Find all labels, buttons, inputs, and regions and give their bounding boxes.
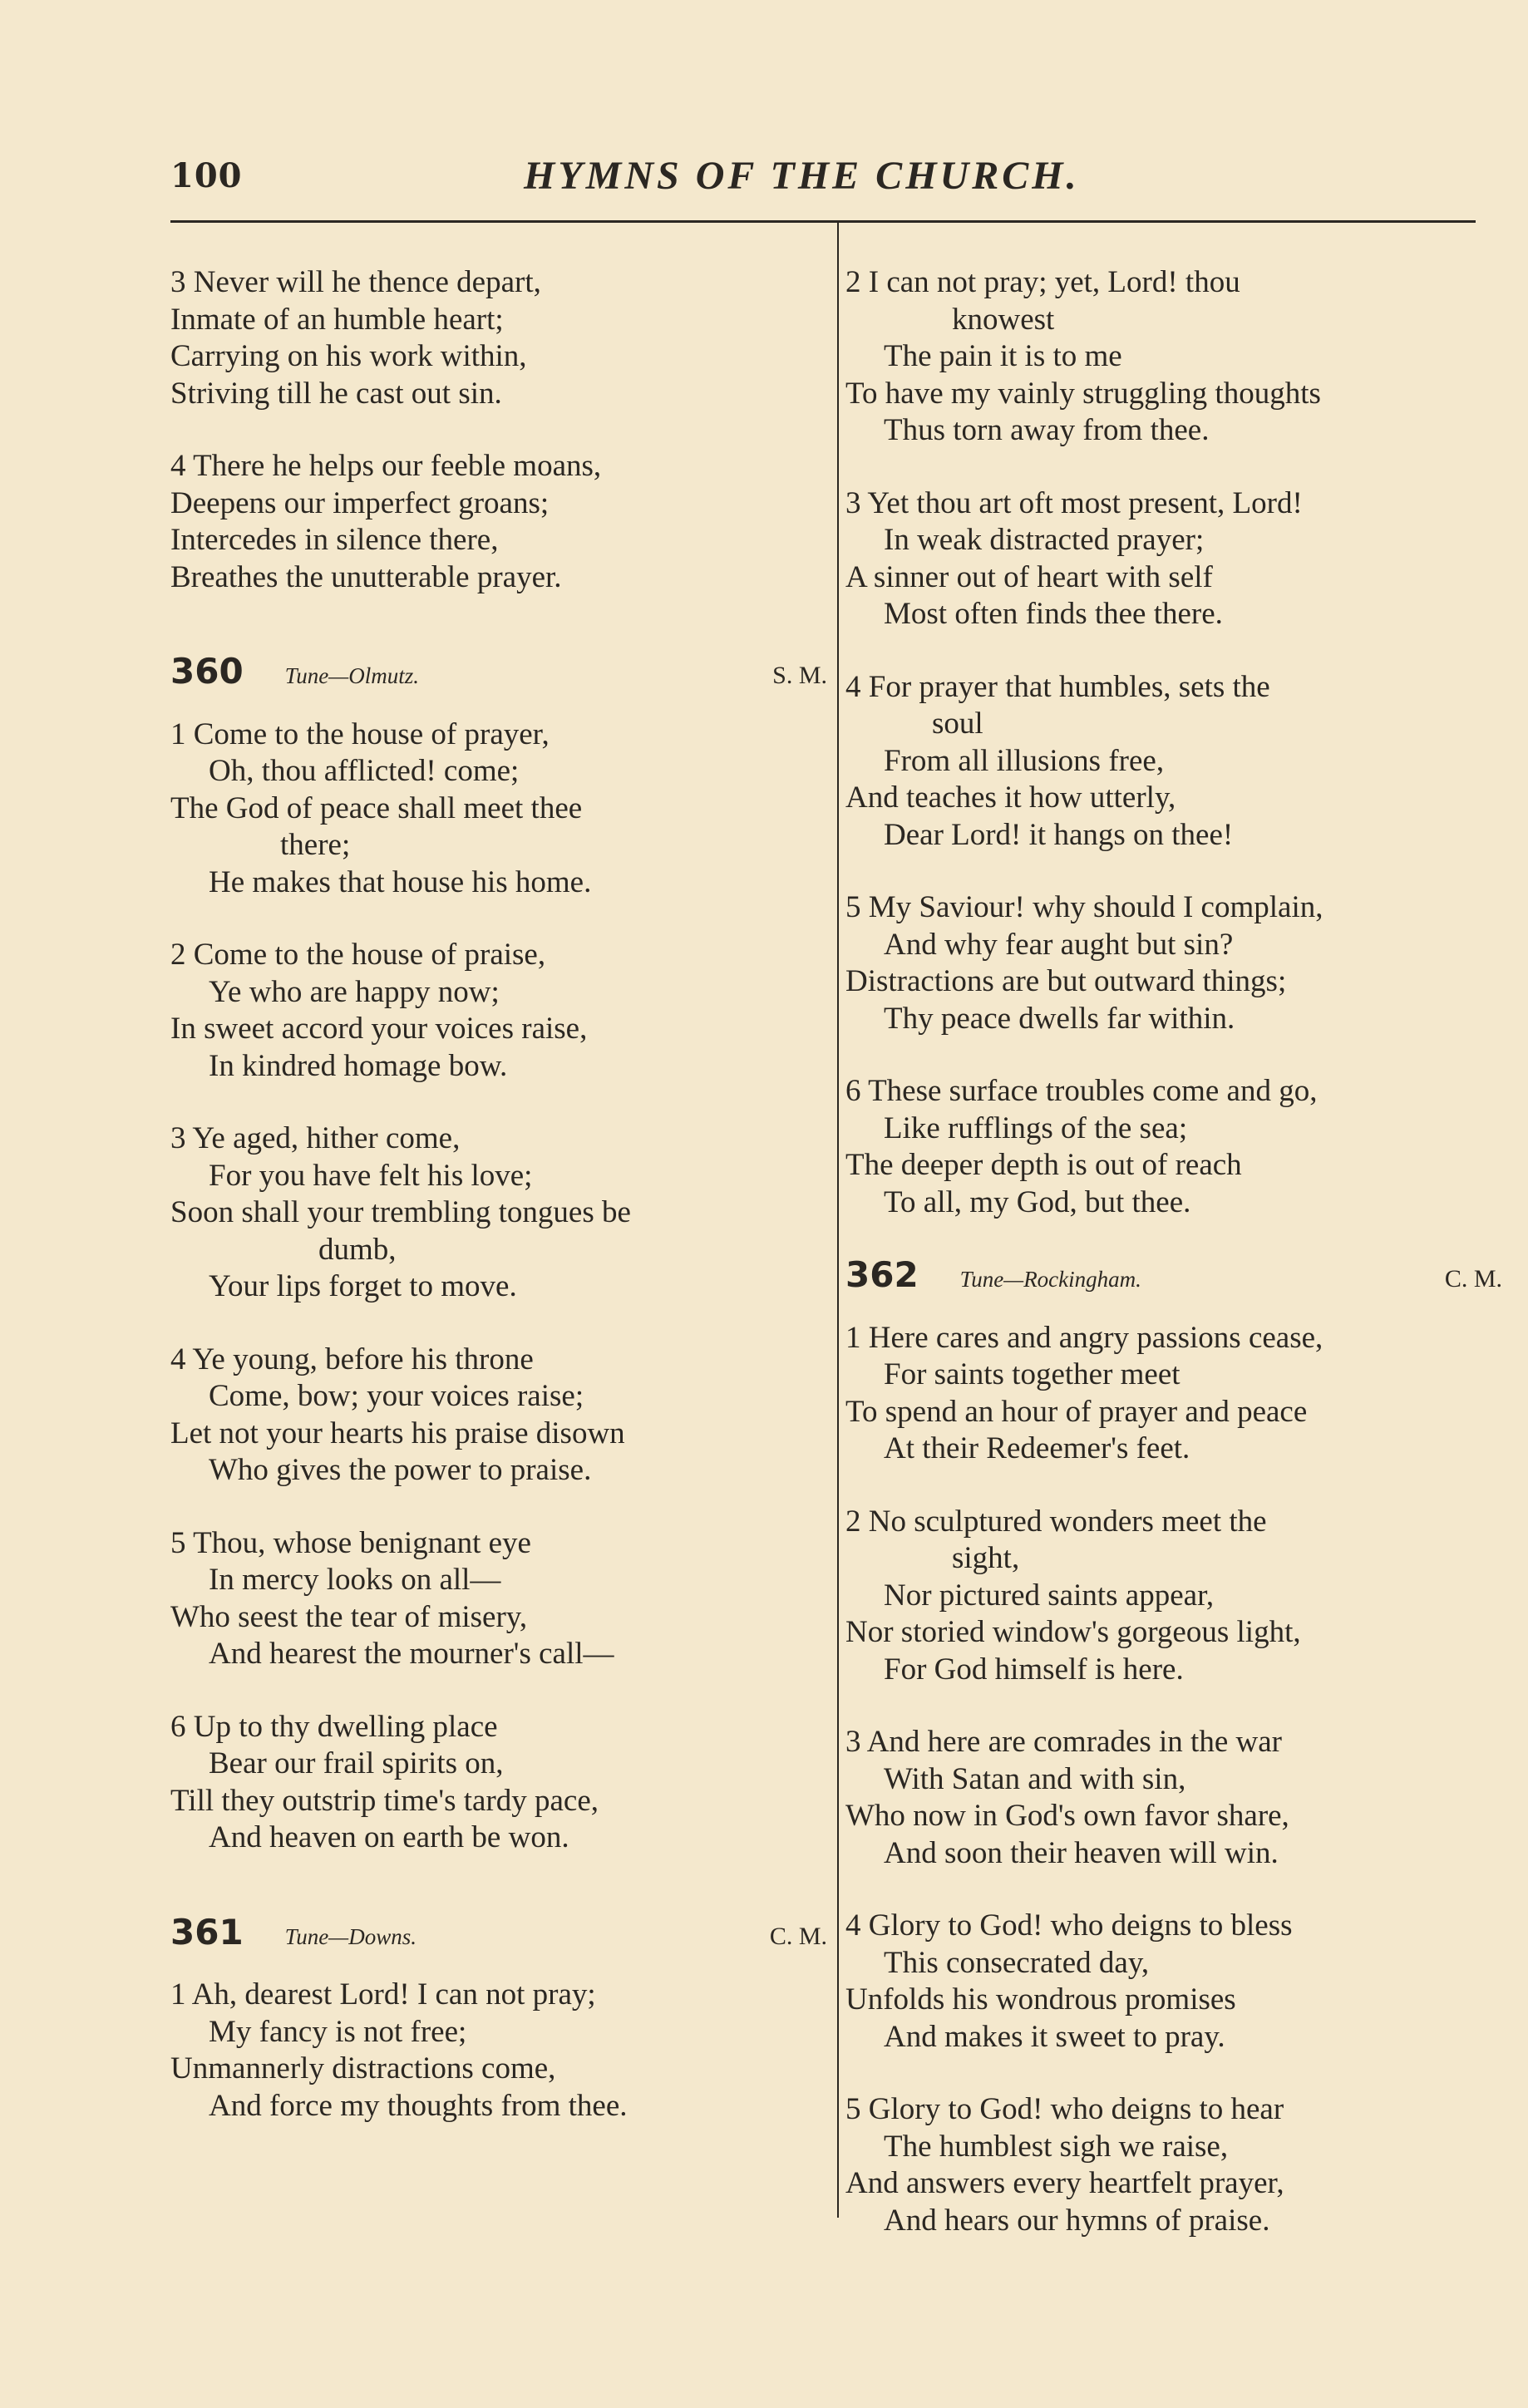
verse-line: 4 There he helps our feeble moans, — [170, 449, 602, 483]
spacer — [170, 1893, 827, 1914]
hymn-tune: Tune—Rockingham. — [959, 1267, 1141, 1292]
verse-line: Till they outstrip time's tardy pace, — [170, 1783, 599, 1818]
hymn-number: 361 — [170, 1911, 244, 1952]
verse-line: In mercy looks on all— — [209, 1563, 501, 1597]
verse-line: Who gives the power to praise. — [209, 1453, 592, 1487]
verse-line: 4 Ye young, before his throne — [170, 1342, 534, 1376]
verse-line: 6 These surface troubles come and go, — [845, 1074, 1318, 1108]
stanza — [170, 1525, 827, 1673]
verse-line: And hearest the mourner's call— — [209, 1637, 614, 1671]
stanza — [170, 264, 827, 412]
verse-line: And why fear aught but sin? — [884, 927, 1234, 962]
verse-line: 3 Never will he thence depart, — [170, 265, 541, 299]
hymn-header — [170, 653, 827, 695]
hymn-number: 362 — [845, 1254, 919, 1295]
stanza — [845, 2091, 1502, 2239]
verse-line: With Satan and with sin, — [884, 1761, 1186, 1796]
verse-line: To have my vainly struggling thoughts — [845, 376, 1321, 411]
verse-line: And teaches it how utterly, — [845, 781, 1176, 815]
verse-line: Breathes the unutterable prayer. — [170, 559, 562, 594]
stanza — [170, 448, 827, 596]
spacer — [170, 632, 827, 653]
verse-line: In kindred homage bow. — [209, 1048, 508, 1083]
verse-line: 2 Come to the house of praise, — [170, 938, 546, 972]
verse-line: Carrying on his work within, — [170, 339, 527, 373]
right-column — [845, 264, 1502, 2275]
verse-line: Thus torn away from thee. — [884, 413, 1210, 447]
verse-line: 1 Ah, dearest Lord! I can not pray; — [170, 1977, 596, 2012]
verse-line: 3 Ye aged, hither come, — [170, 1121, 461, 1155]
verse-line: Nor pictured saints appear, — [884, 1578, 1215, 1613]
verse-line: 6 Up to thy dwelling place — [170, 1709, 498, 1744]
stanza — [845, 485, 1502, 633]
verse-line: For you have felt his love; — [209, 1158, 533, 1193]
verse-line: This consecrated day, — [884, 1945, 1150, 1980]
stanza — [845, 889, 1502, 1037]
stanza — [845, 1073, 1502, 1221]
verse-line: My fancy is not free; — [209, 2014, 467, 2049]
verse-line: Inmate of an humble heart; — [170, 302, 504, 337]
verse-line: And answers every heartfelt prayer, — [845, 2166, 1284, 2200]
hymn-number: 360 — [170, 651, 244, 692]
verse-line: For saints together meet — [884, 1357, 1181, 1391]
verse-line: 4 Glory to God! who deigns to bless — [845, 1908, 1293, 1943]
verse-line: The deeper depth is out of reach — [845, 1148, 1242, 1182]
verse-line: In weak distracted prayer; — [884, 523, 1205, 557]
hymn-meter: C. M. — [769, 1922, 827, 1950]
verse-line: dumb, — [318, 1232, 397, 1267]
hymn-header — [170, 1911, 827, 1956]
stanza — [845, 669, 1502, 854]
verse-line: Deepens our imperfect groans; — [170, 485, 550, 520]
verse-line: Intercedes in silence there, — [170, 523, 499, 557]
verse-line: soul — [932, 707, 983, 741]
verse-line: And hears our hymns of praise. — [884, 2203, 1270, 2238]
hymn-meter: C. M. — [1444, 1265, 1502, 1293]
verse-line: Who seest the tear of misery, — [170, 1599, 528, 1634]
stanza — [845, 1908, 1502, 2056]
verse-line: To spend an hour of prayer and peace — [845, 1394, 1308, 1429]
hymn-tune: Tune—Olmutz. — [284, 663, 419, 688]
verse-line: Striving till he cast out sin. — [170, 376, 502, 411]
verse-line: Soon shall your trembling tongues be — [170, 1195, 631, 1229]
stanza — [170, 937, 827, 1085]
verse-line: Let not your hearts his praise disown — [170, 1416, 625, 1450]
column-divider — [837, 223, 839, 2218]
verse-line: And soon their heaven will win. — [884, 1835, 1279, 1870]
stanza — [845, 264, 1502, 450]
verse-line: Unmannerly distractions come, — [170, 2051, 556, 2085]
verse-line: 5 Glory to God! who deigns to hear — [845, 2092, 1284, 2126]
verse-line: 5 My Saviour! why should I complain, — [845, 890, 1323, 924]
verse-line: From all illusions free, — [884, 743, 1165, 778]
hymn-meter: S. M. — [772, 662, 827, 689]
left-column — [170, 264, 827, 2160]
stanza — [170, 1342, 827, 1490]
verse-line: And heaven on earth be won. — [209, 1820, 569, 1854]
verse-line: For God himself is here. — [884, 1652, 1184, 1687]
verse-line: To all, my God, but thee. — [884, 1184, 1191, 1219]
verse-line: Unfolds his wondrous promises — [845, 1982, 1236, 2017]
hymn-tune: Tune—Downs. — [284, 1923, 417, 1949]
page-number: 100 — [170, 156, 243, 195]
verse-line: Oh, thou afflicted! come; — [209, 754, 520, 788]
verse-line: there; — [280, 828, 351, 862]
verse-line: Thy peace dwells far within. — [884, 1001, 1235, 1036]
verse-line: 2 I can not pray; yet, Lord! thou — [845, 265, 1240, 299]
stanza — [170, 1120, 827, 1306]
verse-line: 3 And here are comrades in the war — [845, 1725, 1282, 1759]
verse-line: knowest — [952, 302, 1055, 337]
verse-line: The humblest sigh we raise, — [884, 2129, 1229, 2164]
verse-line: 5 Thou, whose benignant eye — [170, 1525, 531, 1560]
verse-line: 1 Come to the house of prayer, — [170, 716, 550, 751]
verse-line: Nor storied window's gorgeous light, — [845, 1615, 1301, 1649]
verse-line: Most often finds thee there. — [884, 597, 1223, 631]
stanza — [845, 1320, 1502, 1468]
verse-line: Like rufflings of the sea; — [884, 1110, 1188, 1145]
stanza — [170, 1709, 827, 1857]
verse-line: Who now in God's own favor share, — [845, 1799, 1289, 1833]
verse-line: The pain it is to me — [884, 339, 1122, 373]
verse-line: He makes that house his home. — [209, 864, 592, 899]
verse-line: Ye who are happy now; — [209, 974, 500, 1009]
verse-line: Your lips forget to move. — [209, 1269, 517, 1303]
verse-line: In sweet accord your voices raise, — [170, 1012, 588, 1046]
verse-line: 2 No sculptured wonders meet the — [845, 1504, 1267, 1539]
verse-line: And makes it sweet to pray. — [884, 2019, 1225, 2054]
verse-line: Come, bow; your voices raise; — [209, 1379, 584, 1413]
stanza — [170, 716, 827, 902]
running-head: HYMNS OF THE CHURCH. — [524, 154, 1080, 198]
verse-line: And force my thoughts from thee. — [209, 2088, 628, 2123]
verse-line: Dear Lord! it hangs on thee! — [884, 817, 1234, 852]
verse-line: 4 For prayer that humbles, sets the — [845, 669, 1270, 704]
verse-line: The God of peace shall meet thee — [170, 790, 583, 825]
verse-line: Distractions are but outward things; — [845, 964, 1287, 998]
verse-line: sight, — [952, 1541, 1020, 1575]
verse-line: Bear our frail spirits on, — [209, 1746, 504, 1780]
header-rule — [170, 220, 1476, 223]
verse-line: 3 Yet thou art oft most present, Lord! — [845, 485, 1303, 520]
stanza — [845, 1724, 1502, 1872]
verse-line: 1 Here cares and angry passions cease, — [845, 1320, 1323, 1355]
stanza — [845, 1504, 1502, 1689]
hymn-header — [845, 1254, 1502, 1298]
verse-line: At their Redeemer's feet. — [884, 1431, 1190, 1465]
stanza — [170, 1977, 827, 2125]
verse-line: A sinner out of heart with self — [845, 559, 1213, 594]
